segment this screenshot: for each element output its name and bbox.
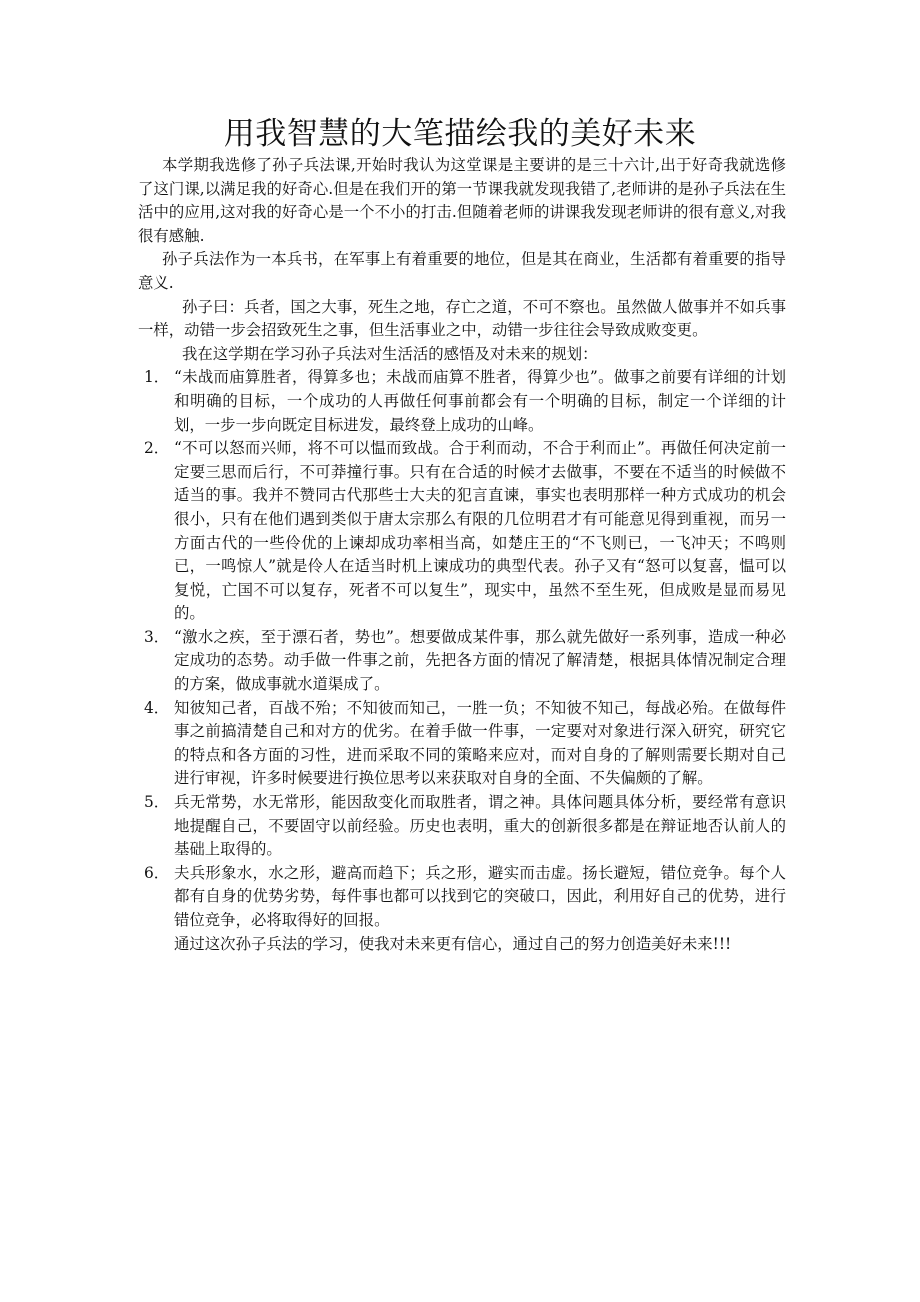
list-item-number: 3． xyxy=(144,627,170,646)
list-item xyxy=(138,697,786,791)
list-item-text: 夫兵形象水，水之形，避高而趋下；兵之形，避实而击虚。扬长避短，错位竞争。每个人都有自身的优势劣势，每件事也都可以找到它的突破口，因此，利用好自己的优势，进行错位竞争，必将取得好的回报。 xyxy=(174,863,786,929)
document-title: 用我智慧的大笔描绘我的美好未来 xyxy=(223,116,697,152)
paragraph-list-intro: 我在这学期在学习孙子兵法对生活活的感悟及对未来的规划： xyxy=(182,344,598,363)
list-item-number: 5． xyxy=(144,793,170,812)
list-item-text: “不可以怒而兴师，将不可以愠而致战。合于利而动，不合于利而止”。再做任何决定前一定要三思而后行，不可莽撞行事。只有在合适的时候才去做事，不要在不适当的时候做不适当的事。我并不赞同古代那些士大夫的犯言直谏，事实也表明那样一种方式成功的机会很小，只有在他们遇到类似于唐太宗那么有限的几位明君才有可能意见得到重视，而另一方面古代的一些伶优的上谏却成功率相当高，如楚庄王的“不飞则已，一飞冲天；不鸣则已，一鸣惊人”就是伶人在适当时机上谏成功的典型代表。孙子又有“怒可以复喜，愠可以复悦，亡国不可以复存，死者不可以复生”，现实中，虽然不至生死，但成败是显而易见的。 xyxy=(174,439,786,623)
list-item-text: 知彼知己者，百战不殆；不知彼而知己，一胜一负；不知彼不知己，每战必殆。在做每件事之前搞清楚自己和对方的优劣。在着手做一件事，一定要对对象进行深入研究，研究它的特点和各方面的习性，进而采取不同的策略来应对，而对自身的了解则需要长期对自己进行审视，许多时候要进行换位思考以来获取对自身的全面、不失偏颇的了解。 xyxy=(174,698,786,788)
list-item-number: 2． xyxy=(144,439,170,458)
paragraph-significance: 孙子兵法作为一本兵书，在军事上有着重要的地位，但是其在商业，生活都有着重要的指导意义. xyxy=(138,250,786,292)
closing-paragraph: 通过这次孙子兵法的学习，使我对未来更有信心，通过自己的努力创造美好未来!!! xyxy=(174,934,732,953)
list-item-text: “激水之疾，至于漂石者，势也”。想要做成某件事，那么就先做好一系列事，造成一种必定成功的态势。动手做一件事之前，先把各方面的情况了解清楚，根据具体情况制定合理的方案，做成事就水道渠成了。 xyxy=(174,627,786,694)
list-item-text: “未战而庙算胜者，得算多也；未战而庙算不胜者，得算少也”。做事之前要有详细的计划和明确的目标，一个成功的人再做任何事前都会有一个明确的目标，制定一个详细的计划，一步一步向既定目标进发，最终登上成功的山峰。 xyxy=(174,368,786,434)
paragraph-quote: 孙子曰：兵者，国之大事，死生之地，存亡之道，不可不察也。虽然做人做事并不如兵事一样，动错一步会招致死生之事，但生活事业之中，动错一步往往会导致成败变更。 xyxy=(138,297,786,340)
list-item-text: 兵无常势，水无常形，能因敌变化而取胜者，谓之神。具体问题具体分析，要经常有意识地提醒自己，不要固守以前经验。历史也表明，重大的创新很多都是在辩证地否认前人的基础上取得的。 xyxy=(174,793,786,859)
list-item xyxy=(138,437,786,626)
list-item-number: 6． xyxy=(144,863,170,882)
paragraph-intro: 本学期我选修了孙子兵法课,开始时我认为这堂课是主要讲的是三十六计,出于好奇我就选修了这门课,以满足我的好奇心.但是在我们开的第一节课我就发现我错了,老师讲的是孙子兵法在生活中的应用,这对我的好奇心是一个不小的打击.但随着老师的讲课我发现老师讲的很有意义,对我很有感触. xyxy=(138,156,786,245)
list-item-number: 1． xyxy=(144,368,170,387)
list-item xyxy=(138,791,786,862)
list-item-number: 4． xyxy=(144,698,170,717)
list-item xyxy=(138,626,786,697)
insight-list xyxy=(138,366,786,932)
list-item xyxy=(138,862,786,933)
list-item xyxy=(138,366,786,437)
document-body xyxy=(138,154,786,956)
